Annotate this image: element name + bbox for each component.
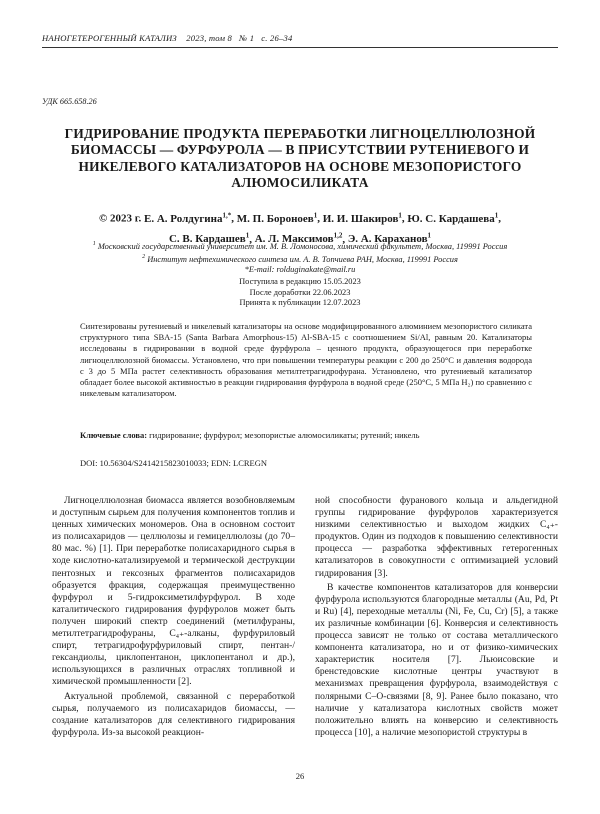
author: А. Л. Максимов$^{1,2}$	[254, 231, 343, 246]
paragraph: Лигноцеллюлозная биомасса является возобновляемым и доступным сырьем для получения компонентов топлив и ценных химических мономеров. Она в основном состоит из полисахаридов — целлюлозы и гемицеллюлозы (до 70–80 мас. %) [1]. При переработке полисахаридного сырья в ходе кислотно-катализируемой и термической деструкции пентозных и гексозных фрагментов полисахаридов образуется фракция, содержащая преимущественно фурфурол и 5-гидроксиметилфурфурол. В ходе каталитического гидрирования фурфуролов может быть получен широкий спектр соединений (метилфураны, метилтетрагидрофураны, C₄₊-алканы, фурфуриловый спирт, тетрагидрофурфуриловый спирт, пентан-/гександиолы, циклопентанон, циклопентанол и др.), использующихся в различных отраслях топливной и химической промышленности [2].	[52, 495, 295, 688]
article-title: ГИДРИРОВАНИЕ ПРОДУКТА ПЕРЕРАБОТКИ ЛИГНОЦЕЛЛЮЛОЗНОЙ БИОМАССЫ — ФУРФУРОЛА — В ПРИСУТСТВИИ РУТЕНИЕВОГО И НИКЕЛЕВОГО КАТАЛИЗАТОРОВ НА ОСНОВЕ МЕЗОПОРИСТОГО АЛЮМОСИЛИКАТА	[64, 126, 536, 191]
author: И. И. Шакиров$^1$	[322, 211, 402, 225]
paragraph: ной способности фуранового кольца и альдегидной группы гидрирование фурфуролов характеризуется низкими селективностью и выходом жидких C₄₊-продуктов. Один из подходов к повышению селективности процесса — разработка эффективных гетерогенных катализаторов в совокупности с оптимизацией условий гидрирования [3].	[315, 495, 558, 579]
author-list: © 2023 г. Е. А. Ролдугина$^{1,*}$, М. П. Бороноев$^1$, И. И. Шакиров$^1$, Ю. С. Кардашева$^1$, С. В. Кардашев$^1$, А. Л. Максимов$^{1,2}$, Э. А. Караханов$^1$	[99, 211, 501, 246]
udk-code: УДК 665.658.26	[42, 97, 97, 106]
abstract: Синтезированы рутениевый и никелевый катализаторы на основе модифицированного алюминием мезопористого силиката структурного типа SBA-15 (Santa Barbara Amorphous-15) Al-SBA-15 с соотношением Si/Al, равным 20. Катализаторы исследованы в гидрировании в водной среде фурфурола – ценного продукта, образующегося при переработке лигноцеллюлозной биомассы. Установлено, что при повышении температуры реакции с 200 до 250°C и давления водорода с 3 до 5 МПа растет селективность образования метилтетрагидрофурана. Установлено, что рутениевый катализатор обладает более высокой активностью в реакции гидрирования фурфурола в водной среде (250°C, 5 МПа H₂) по сравнению с никелевым катализатором.	[80, 321, 532, 399]
received-date: Поступила в редакцию 15.05.2023	[239, 277, 361, 286]
body-column-right	[315, 495, 558, 739]
journal-name: НАНОГЕТЕРОГЕННЫЙ КАТАЛИЗ	[42, 33, 177, 43]
contact-email: *E-mail: rolduginakate@mail.ru	[244, 265, 356, 275]
keywords	[80, 430, 532, 441]
author: Е. А. Ролдугина$^{1,*}$	[144, 211, 232, 225]
affiliation-1: $^1$ Московский государственный университет им. М. В. Ломоносова, химический факультет, Москва, 119991 Россия	[92, 241, 508, 251]
paragraph: В качестве компонентов катализаторов для конверсии фурфурола используются благородные металлы (Au, Pd, Pt и Ru) [4], переходные металлы (Ni, Fe, Cu, Cr) [5], а также их различные комбинации [6]. Конверсия и селективность процесса зависят не только от состава металлического компонента катализатора, но и от физико-химических характеристик носителя [7]. Льюисовские и бренстедовские кислотные центры участвуют в механизмах превращения фурфурола, взаимодействуя с полярными C–O-связями [8, 9]. Ранее было показано, что наличие у катализатора кислотных свойств может положительно влиять на конверсию и селективность процесса [10], а наличие мезопористой структуры в	[315, 581, 558, 738]
keywords-text: гидрирование; фурфурол; мезопористые алюмосиликаты; рутений; никель	[149, 430, 420, 440]
header-rule	[42, 47, 558, 48]
paragraph: Актуальной проблемой, связанной с переработкой сырья, получаемого из полисахаридов биомассы, — создание катализаторов для селективного гидрирования фурфурола. Из-за высокой реакцион-	[52, 690, 295, 738]
doi: DOI: 10.56304/S2414215823010033; EDN: LCREGN	[80, 458, 267, 468]
running-header	[42, 33, 292, 43]
affiliation-2: $^2$ Институт нефтехимического синтеза им. А. В. Топчиева РАН, Москва, 119991 Россия	[142, 254, 458, 264]
body-column-left	[52, 495, 295, 739]
author: М. П. Бороноев$^1$	[236, 211, 318, 225]
keywords-label: Ключевые слова:	[80, 430, 148, 440]
author: Э. А. Караханов$^1$	[347, 231, 432, 246]
revised-date: После доработки 22.06.2023	[249, 287, 351, 297]
author: Ю. С. Кардашева$^1$	[407, 211, 499, 225]
accepted-date: Принята к публикации 12.07.2023	[239, 298, 361, 308]
copyright-year: © 2023 г.	[99, 212, 142, 225]
journal-issue-details: 2023, том 8 № 1 с. 26–34	[186, 33, 293, 43]
author: С. В. Кардашев$^1$	[168, 231, 250, 246]
publication-dates	[150, 277, 450, 309]
page-number: 26	[295, 771, 305, 781]
affiliations	[52, 239, 548, 276]
